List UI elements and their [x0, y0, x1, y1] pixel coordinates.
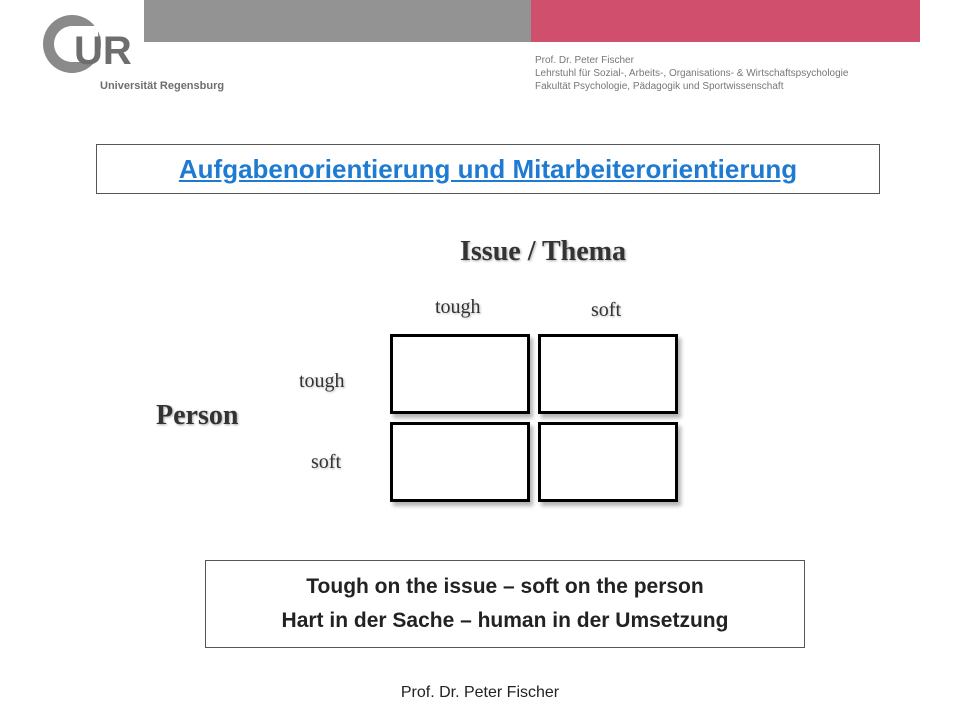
header-line-author: Prof. Dr. Peter Fischer	[535, 55, 634, 66]
row-label-tough: tough	[299, 370, 345, 392]
column-label-soft: soft	[591, 299, 621, 321]
person-label: Person	[156, 400, 239, 431]
footer-author: Prof. Dr. Peter Fischer	[400, 684, 560, 701]
title-box	[96, 144, 880, 194]
ur-logo-icon	[40, 12, 230, 82]
slide-title-link[interactable]: Aufgabenorientierung und Mitarbeiterorientierung	[178, 153, 798, 184]
issue-heading: Issue / Thema	[460, 236, 626, 267]
logo-letters: UR	[74, 29, 132, 73]
header-line-chair: Lehrstuhl für Sozial-, Arbeits-, Organisations- & Wirtschaftspsychologie	[535, 68, 849, 79]
quote-line-german: Hart in der Sache – human in der Umsetzung	[281, 609, 729, 632]
header-line-faculty: Fakultät Psychologie, Pädagogik und Sportwissenschaft	[535, 81, 784, 92]
header-bar-red	[531, 0, 920, 42]
matrix-cell-soft-tough	[390, 422, 530, 502]
quote-line-english: Tough on the issue – soft on the person	[306, 575, 704, 598]
column-label-tough: tough	[435, 296, 481, 318]
matrix-cell-tough-soft	[538, 334, 678, 414]
university-name: Universität Regensburg	[100, 80, 225, 92]
header-info	[535, 54, 848, 93]
quote-box	[205, 560, 805, 648]
row-label-soft: soft	[311, 451, 341, 473]
matrix-cell-tough-tough	[390, 334, 530, 414]
matrix-cell-soft-soft	[538, 422, 678, 502]
